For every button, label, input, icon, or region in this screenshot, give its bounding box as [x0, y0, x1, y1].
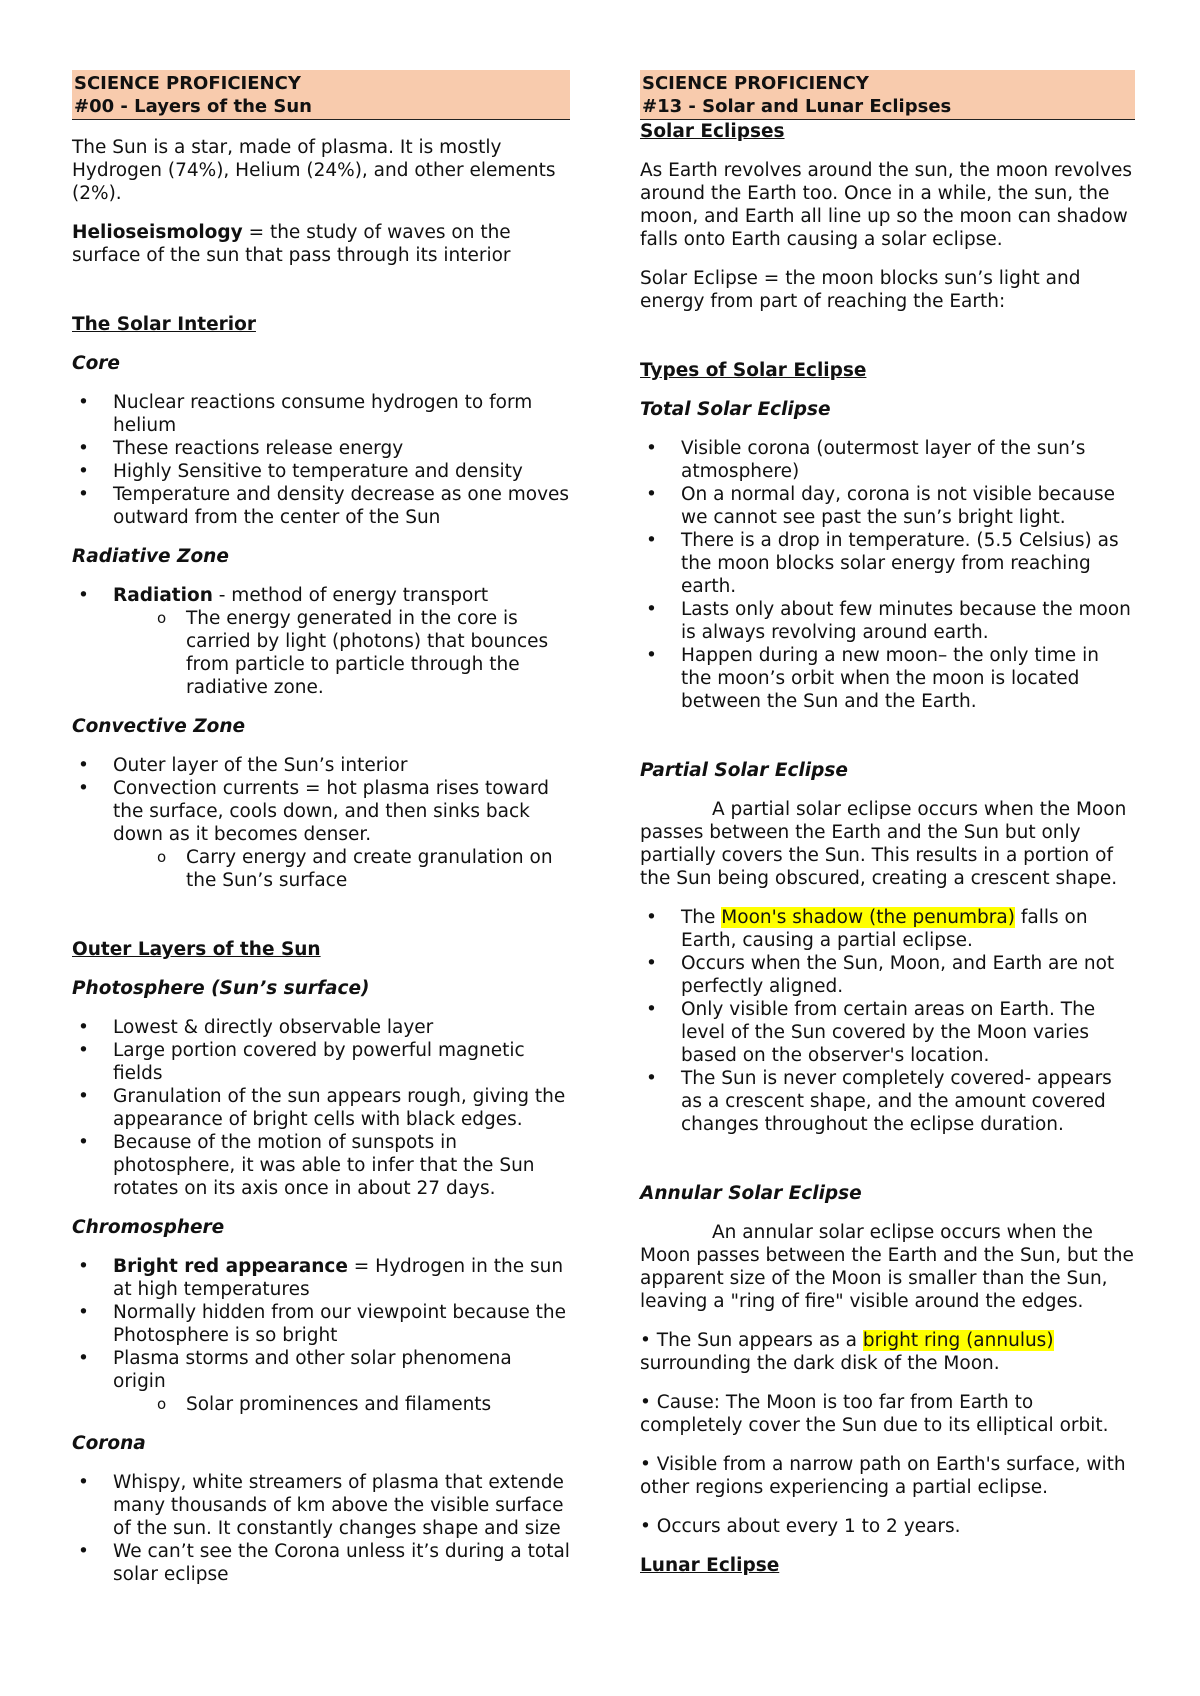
list-item: • Only visible from certain areas on Earth. The level of the Sun covered by the Moon varies based on the observer's location. — [640, 998, 1135, 1067]
list-item — [72, 1347, 570, 1416]
list-item: • Highly Sensitive to temperature and density — [72, 460, 570, 483]
radiative-zone-heading: Radiative Zone — [72, 546, 229, 567]
types-heading: Types of Solar Eclipse — [640, 360, 867, 381]
annular-eclipse-paragraph: An annular solar eclipse occurs when the Moon passes between the Earth and the Sun, but the apparent size of the Moon is smaller than the Sun, leaving a "ring of fire" visible around the edges. — [640, 1222, 1134, 1312]
corona-heading: Corona — [72, 1433, 146, 1454]
radiation-term: Radiation — [113, 585, 213, 606]
solar-eclipses-heading: Solar Eclipses — [640, 121, 785, 142]
chromo-origin-text: Plasma storms and other solar phenomena origin — [113, 1348, 512, 1392]
convection-text: Convection currents = hot plasma rises toward the surface, cools down, and then sinks back down as it becomes denser. — [113, 778, 550, 845]
core-list — [72, 391, 570, 529]
sub-list-item: o Carry energy and create granulation on the Sun’s surface — [113, 846, 570, 892]
list-item: • The Sun is never completely covered- appears as a crescent shape, and the amount covered changes throughout the eclipse duration. — [640, 1067, 1135, 1136]
text-fragment: surrounding the dark disk of the Moon. — [640, 1353, 1000, 1374]
convective-zone-heading: Convective Zone — [72, 716, 246, 737]
corona-list — [72, 1471, 570, 1586]
header-line-1: SCIENCE PROFICIENCY — [74, 73, 301, 94]
annular-point: • Visible from a narrow path on Earth's surface, with other regions experiencing a partial eclipse. — [640, 1454, 1126, 1498]
helio-term: Helioseismology — [72, 222, 243, 243]
list-item: • Whispy, white streamers of plasma that extende many thousands of km above the visible surface of the sun. It constantly changes shape and size — [72, 1471, 570, 1540]
section-header-right — [640, 70, 1135, 120]
radiative-list — [72, 584, 570, 699]
photosphere-list — [72, 1016, 570, 1200]
photosphere-heading: Photosphere (Sun’s surface) — [72, 978, 370, 999]
list-item: • We can’t see the Corona unless it’s during a total solar eclipse — [72, 1540, 570, 1586]
total-eclipse-list — [640, 437, 1135, 713]
core-heading: Core — [72, 353, 120, 374]
list-item — [72, 777, 570, 892]
eclipse-intro-paragraph: As Earth revolves around the sun, the moon revolves around the Earth too. Once in a while, the sun, the moon, and Earth all line up so the moon can shadow falls onto Earth causing a solar eclipse. — [640, 160, 1132, 250]
text-fragment: falls on Earth, causing a partial eclipse. — [681, 907, 1088, 951]
sub-list-item: o The energy generated in the core is carried by light (photons) that bounces from particle to particle through the radiative zone. — [113, 607, 570, 699]
text-fragment: The — [681, 907, 722, 928]
text-fragment: • The Sun appears as a — [640, 1330, 863, 1351]
list-item: • Visible corona (outermost layer of the sun’s atmosphere) — [640, 437, 1135, 483]
list-item: • On a normal day, corona is not visible because we cannot see past the sun’s bright light. — [640, 483, 1135, 529]
intro-paragraph: The Sun is a star, made of plasma. It is mostly Hydrogen (74%), Helium (24%), and other elements (2%). — [72, 137, 556, 204]
lunar-eclipse-heading: Lunar Eclipse — [640, 1555, 780, 1576]
annular-point — [640, 1329, 1135, 1375]
eclipse-definition-paragraph: Solar Eclipse = the moon blocks sun’s light and energy from part of reaching the Earth: — [640, 268, 1081, 312]
highlighted-text: bright ring (annulus) — [862, 1330, 1054, 1351]
helio-definition: = the study of waves on the surface of the sun that pass through its interior — [72, 222, 511, 266]
partial-eclipse-paragraph: A partial solar eclipse occurs when the Moon passes between the Earth and the Sun but only partially covers the Sun. This results in a portion of the Sun being obscured, creating a crescent shape. — [640, 799, 1127, 889]
chromo-term: Bright red appearance — [113, 1256, 348, 1277]
list-item: • Outer layer of the Sun’s interior — [72, 754, 570, 777]
partial-eclipse-heading: Partial Solar Eclipse — [640, 760, 848, 781]
convection-sublist — [113, 846, 570, 892]
chromo-definition: = Hydrogen in the sun at high temperatures — [113, 1256, 564, 1300]
list-item: • These reactions release energy — [72, 437, 570, 460]
header-line-2: #00 - Layers of the Sun — [74, 96, 312, 117]
list-item: • Nuclear reactions consume hydrogen to form helium — [72, 391, 570, 437]
list-item: • Granulation of the sun appears rough, giving the appearance of bright cells with black edges. — [72, 1085, 570, 1131]
highlighted-text: Moon's shadow (the penumbra) — [721, 907, 1015, 928]
right-column — [640, 70, 1135, 1593]
list-item — [72, 584, 570, 699]
list-item: • Temperature and density decrease as one moves outward from the center of the Sun — [72, 483, 570, 529]
list-item — [72, 1255, 570, 1301]
annular-eclipse-heading: Annular Solar Eclipse — [640, 1183, 862, 1204]
list-item: • Happen during a new moon– the only time in the moon’s orbit when the moon is located between the Sun and the Earth. — [640, 644, 1135, 713]
helioseismology-paragraph — [72, 221, 570, 267]
total-eclipse-heading: Total Solar Eclipse — [640, 399, 831, 420]
section-header-left — [72, 70, 570, 120]
partial-eclipse-list — [640, 906, 1135, 1136]
left-column — [72, 70, 570, 1602]
annular-point: • Occurs about every 1 to 2 years. — [640, 1516, 961, 1537]
list-item: • There is a drop in temperature. (5.5 Celsius) as the moon blocks solar energy from reaching earth. — [640, 529, 1135, 598]
list-item: • Large portion covered by powerful magnetic fields — [72, 1039, 570, 1085]
header-line-2: #13 - Solar and Lunar Eclipses — [642, 96, 952, 117]
list-item: • Lasts only about few minutes because the moon is always revolving around earth. — [640, 598, 1135, 644]
list-item — [640, 906, 1135, 952]
header-line-1: SCIENCE PROFICIENCY — [642, 73, 869, 94]
solar-interior-heading: The Solar Interior — [72, 314, 256, 335]
list-item: • Normally hidden from our viewpoint because the Photosphere is so bright — [72, 1301, 570, 1347]
radiation-definition: - method of energy transport — [212, 585, 489, 606]
list-item: • Because of the motion of sunspots in photosphere, it was able to infer that the Sun rotates on its axis once in about 27 days. — [72, 1131, 570, 1200]
chromo-sublist — [113, 1393, 570, 1416]
sub-list-item: o Solar prominences and filaments — [113, 1393, 570, 1416]
chromosphere-list — [72, 1255, 570, 1416]
outer-layers-heading: Outer Layers of the Sun — [72, 939, 321, 960]
list-item: • Lowest & directly observable layer — [72, 1016, 570, 1039]
list-item: • Occurs when the Sun, Moon, and Earth are not perfectly aligned. — [640, 952, 1135, 998]
annular-point: • Cause: The Moon is too far from Earth to completely cover the Sun due to its elliptical orbit. — [640, 1392, 1109, 1436]
radiation-sublist — [113, 607, 570, 699]
chromosphere-heading: Chromosphere — [72, 1217, 225, 1238]
convective-list — [72, 754, 570, 892]
